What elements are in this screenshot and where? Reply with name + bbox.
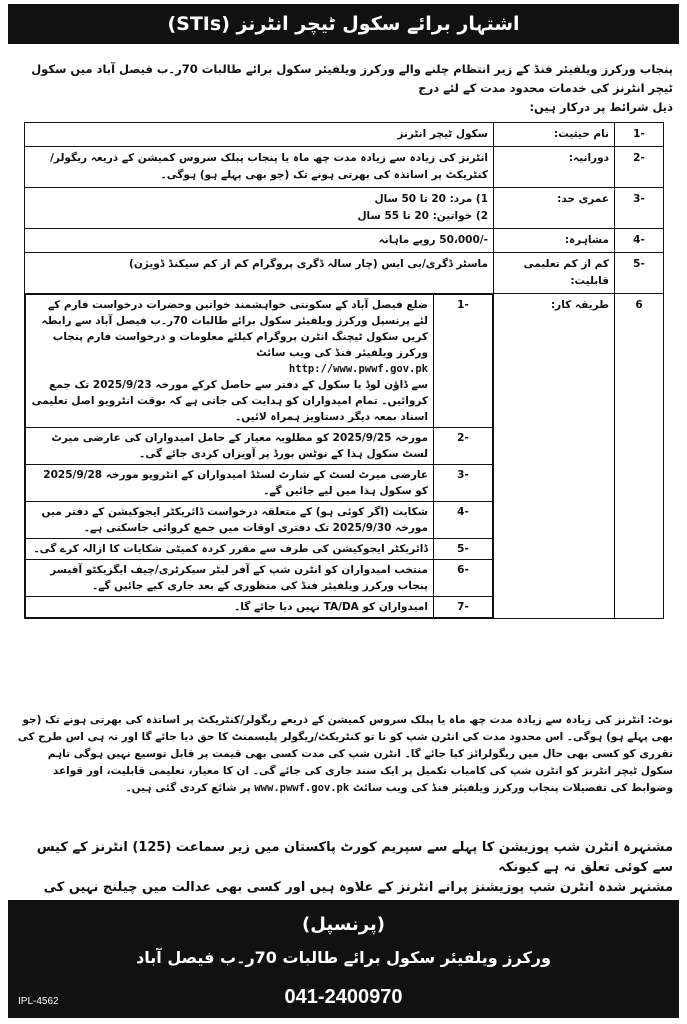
procedure-number: -1: [434, 295, 493, 428]
row-number: -5: [615, 253, 664, 294]
row-value: انٹرنز کی زیادہ سے زیادہ مدت چھ ماہ یا پنجاب پبلک سروس کمیشن کے ذریعہ ریگولر/کنٹریکٹ پر اساتذہ کی بھرتی ہونے تک (جو بھی پہلے ہو) ہوگی۔: [25, 147, 494, 188]
row-value: -/50،000 روپے ماہانہ: [25, 229, 494, 253]
age-limit-men: 1) مرد: 20 تا 50 سال: [374, 193, 488, 205]
row-field: نام حیثیت:: [494, 123, 615, 147]
procedure-text: مورخہ 2025/9/25 کو مطلوبہ معیار کے حامل امیدواران کی عارضی میرٹ لسٹ سکول ہذا کے نوٹس بورڈ پر آویزاں کردی جائے گی۔: [26, 428, 434, 465]
row-field: دورانیہ:: [494, 147, 615, 188]
row-number: 6: [615, 294, 664, 619]
school-name: ورکرز ویلفیئر سکول برائے طالبات 70ر۔ب فیصل آباد: [136, 948, 551, 967]
row-number: -3: [615, 188, 664, 229]
intro-line-1: پنجاب ورکرز ویلفیئر فنڈ کے زیر انتظام چلنے والے ورکرز ویلفیئر سکول برائے طالبات 70ر۔ب فیصل آباد میں سکول ٹیچر انٹرنز کی خدمات محدود مدت کے لئے درج: [31, 62, 673, 95]
procedure-number: -3: [434, 465, 493, 502]
procedure-number: -2: [434, 428, 493, 465]
intro-line-2: ذیل شرائط پر درکار ہیں:: [529, 100, 673, 114]
requirements-table: [24, 122, 664, 619]
table-row: [25, 229, 664, 253]
table-row: [25, 147, 664, 188]
footer-banner: [8, 900, 679, 1018]
ad-reference: IPL-4562: [18, 996, 59, 1007]
procedure-item: [26, 560, 493, 597]
row-number: -1: [615, 123, 664, 147]
table-row: [25, 294, 664, 619]
ta-da-post: نہیں دیا جائے گا۔: [234, 601, 320, 613]
intro-paragraph: [14, 60, 673, 117]
procedure-number: -6: [434, 560, 493, 597]
procedure-item: [26, 465, 493, 502]
procedure-number: -7: [434, 597, 493, 618]
procedure-number: -5: [434, 539, 493, 560]
procedure-number: -4: [434, 502, 493, 539]
note-website-link[interactable]: www.pwwf.gov.pk: [254, 782, 350, 794]
disclaimer-line-2: مشتہر شدہ انٹرن شپ پوزیشنز پرانے انٹرنز کے علاوہ ہیں اور کسی بھی عدالت میں چیلنج نہیں کی: [43, 880, 673, 895]
procedure-table: [25, 294, 493, 618]
procedure-item: [26, 597, 493, 618]
procedure-item: [26, 428, 493, 465]
procedure-text-b: سے ڈاؤن لوڈ یا سکول کے دفتر سے حاصل کرکے مورخہ 2025/9/23 تک جمع کروائیں۔ تمام امیدواران کو ہدایت کی جاتی ہے کہ بوقت انٹرویو اصل تعلیمی اسناد بمعہ دیگر دستاویز ہمراہ لائیں۔: [31, 379, 428, 423]
procedure-text: ڈائریکٹر ایجوکیشن کی طرف سے مقرر کردہ کمیٹی شکایات کا ازالہ کرے گی۔: [26, 539, 434, 560]
row-value: [25, 188, 494, 229]
disclaimer-line-1: مشتہرہ انٹرن شپ پوزیشن کا پہلے سے سپریم کورٹ پاکستان میں زیر سماعت (125) انٹرنز کے کیس سے کوئی تعلق نہ ہے کیونکہ: [36, 840, 673, 875]
ta-da-label: TA/DA: [323, 601, 359, 613]
table-row: [25, 253, 664, 294]
table-row: [25, 123, 664, 147]
row-field: طریقہ کار:: [494, 294, 615, 619]
website-link[interactable]: http://www.pwwf.gov.pk: [288, 363, 428, 375]
row-field: کم از کم تعلیمی قابلیت:: [494, 253, 615, 294]
header-banner: [8, 4, 679, 44]
note-tail: پر شائع کردی گئی ہیں۔: [125, 782, 251, 794]
procedure-text: عارضی میرٹ لسٹ کے شارٹ لسٹڈ امیدواران کے انٹرویو مورخہ 2025/9/28 کو سکول ہذا میں لیے جائیں گے۔: [26, 465, 434, 502]
page-title: اشتہار برائے سکول ٹیچر انٹرنز (STIs): [167, 13, 520, 35]
procedure-text-a: ضلع فیصل آباد کے سکونتی خواہشمند خواتین وحضرات درخواست فارم کے لئے پرنسپل ورکرز ویلفیئر سکول برائے طالبات 70ر۔ب فیصل آباد سے رابطہ کریں سکول ٹیچنگ انٹرن پروگرام کیلئے معلومات و درخواست فارم پنجاب ورکرز ویلفیئر فنڈ کی ویب سائٹ: [41, 299, 428, 359]
note-paragraph: [14, 712, 673, 797]
row-field: عمری حد:: [494, 188, 615, 229]
signature-title: (پرنسپل): [302, 914, 385, 935]
age-limit-women: 2) خواتین: 20 تا 55 سال: [357, 210, 488, 222]
ta-da-pre: امیدواران کو: [362, 601, 428, 613]
row-value: ماسٹر ڈگری/بی ایس (چار سالہ ڈگری پروگرام کم از کم سیکنڈ ڈویژن): [25, 253, 494, 294]
procedure-item: [26, 502, 493, 539]
table-row: [25, 188, 664, 229]
procedure-cell: [25, 294, 494, 619]
procedure-text: منتخب امیدواران کو انٹرن شپ کے آفر لیٹر سیکرٹری/چیف ایگزیکٹو آفیسر پنجاب ورکرز ویلفیئر فنڈ کی منظوری کے بعد جاری کیے جائیں گے۔: [26, 560, 434, 597]
row-value: سکول ٹیچر انٹرنز: [25, 123, 494, 147]
row-number: -4: [615, 229, 664, 253]
note-text: نوٹ: انٹرنز کی زیادہ سے زیادہ مدت چھ ماہ یا پبلک سروس کمیشن کے ذریعے ریگولر/کنٹریکٹ پر اساتذہ کی بھرتی ہونے تک (جو بھی پہلے ہو) ہوگی۔ اس محدود مدت کی انٹرن شپ کو نا تو کنٹریکٹ/ریگولر پلیسمنٹ کا حق دیا جائے گا اور نہ ہی اس طرح کی تقرری کو کسی بھی حال میں ریگولرائز کیا جائے گا۔ انٹرن شپ کی مدت کسی بھی قیمت پر قابل توسیع نہیں ہوگی تاہم سکول ٹیچر انٹرنز کو انٹرن شپ کی کامیاب تکمیل پر ایک سند جاری کی جائے گی۔ ان کا معیار، تعلیمی قابلیت، اور قواعد وضوابط کی تفصیلات پنجاب ورکرز ویلفیئر فنڈ کی ویب سائٹ: [17, 714, 673, 794]
procedure-text: [26, 597, 434, 618]
procedure-text: شکایت (اگر کوئی ہو) کے متعلقہ درخواست ڈائریکٹر ایجوکیشن کے دفتر میں مورخہ 2025/9/30 تک دفتری اوقات میں جمع کروائی جاسکتی ہے۔: [26, 502, 434, 539]
procedure-text: [26, 295, 434, 428]
procedure-item: [26, 295, 493, 428]
procedure-item: [26, 539, 493, 560]
row-field: مشاہرہ:: [494, 229, 615, 253]
phone-number[interactable]: 041-2400970: [284, 986, 403, 1008]
row-number: -2: [615, 147, 664, 188]
